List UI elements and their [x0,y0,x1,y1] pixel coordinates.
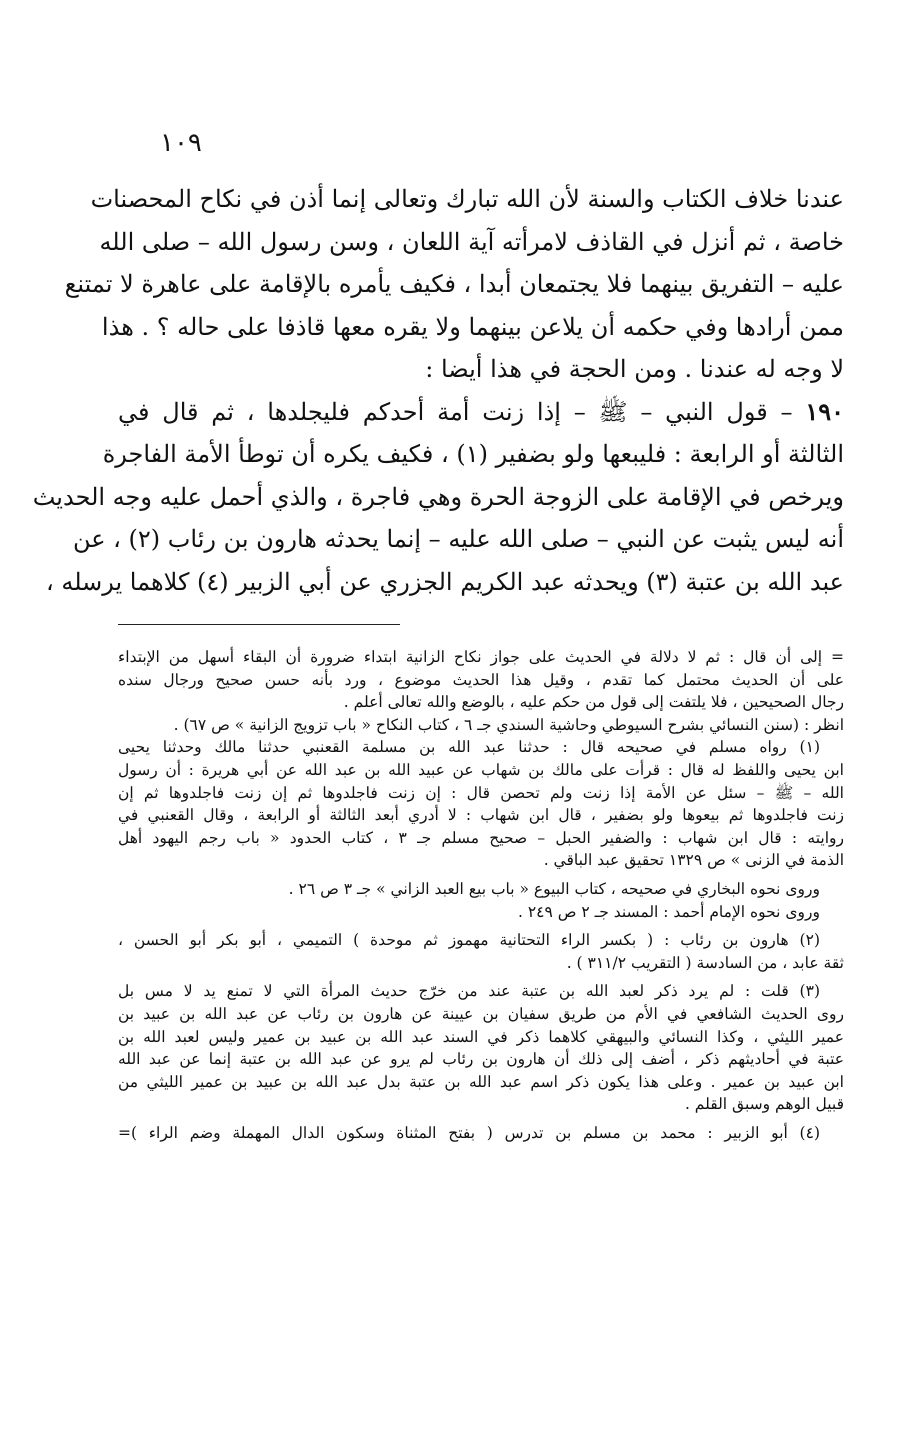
footnote-1-line: ابن يحيى واللفظ له قال : قرأت على مالك بن شهاب عن عبيد الله بن عبد الله عن أبي هريرة : أن رسول [118,760,844,779]
footnote-divider [118,624,400,625]
main-text-line: عليه – التفريق بينهما فلا يجتمعان أبدا ، فكيف يأمره بالإقامة على عاهرة لا تمتنع [64,270,844,298]
footnote-3-line: قبيل الوهم وسبق القلم . [684,1095,844,1114]
footnote-1-extra-line: وروى نحوه البخاري في صحيحه ، كتاب البيوع « باب بيع العبد الزاني » جـ ٣ ص ٢٦ . [288,879,820,898]
footnote-3-line: روى الحديث الشافعي في الأم من طريق سفيان بن عيينة عن هارون بن رئاب عن عبد الله بن عبيد بن [118,1004,844,1023]
main-text-line: ممن أرادها وفي حكمه أن يلاعن بينهما ولا يقره معها قاذفا على حاله ؟ . هذا [101,312,844,341]
footnote-line: رجال الصحيحين ، فلا يلتفت إلى قول من حكم عليه ، بالوضع والله تعالى أعلم . [343,693,844,712]
hadith-number: ١٩٠ [805,396,844,426]
footnote-1-extra-line: وروى نحوه الإمام أحمد : المسند جـ ٢ ص ٢٤٩ . [517,902,820,921]
hadith-line-text: – قول النبي – ﷺ – إذا زنت أمة أحدكم فليجلدها ، ثم قال في [118,397,793,426]
footnote-2-line: (٢) هارون بن رئاب : ( بكسر الراء التحتانية مهموز ثم موحدة ) التميمي ، أبو بكر أبو الحسن ، [118,931,820,950]
footnote-1-line: الله – ﷺ – سئل عن الأمة إذا زنت ولم تحصن قال : إن زنت فاجلدوها ثم إن زنت فاجلدوها ثم إن [118,783,844,802]
main-text [32,178,844,603]
footnote-3-line: عمير الليثي ، وكذا النسائي والبيهقي كلاهما ذكر في السند عبد الله بن عبيد بن عمير وليس لعبد الله بن [118,1027,844,1046]
hadith-line: ويرخص في الإقامة على الزوجة الحرة وهي فاجرة ، والذي أحمل عليه وجه الحديث [32,482,844,511]
footnote-1-line: (١) رواه مسلم في صحيحه قال : حدثنا عبد الله بن مسلمة القعنبي حدثنا مالك وحدثنا يحيى [118,738,820,757]
footnote-1-line: روايته : قال ابن شهاب : والضفير الحبل – صحيح مسلم جـ ٣ ، كتاب الحدود « باب رجم اليهود أهل [118,828,844,847]
hadith-line: الثالثة أو الرابعة : فليبعها ولو بضفير (١) ، فكيف يكره أن توطأ الأمة الفاجرة [102,440,844,468]
hadith-first-line [118,391,844,434]
footnote-line: انظر : (سنن النسائي بشرح السيوطي وحاشية السندي جـ ٦ ، كتاب النكاح « باب تزويج الزانية » ص ٦٧) . [173,715,844,734]
footnotes [118,646,844,1144]
main-text-line: عندنا خلاف الكتاب والسنة لأن الله تبارك وتعالى إنما أذن في نكاح المحصنات [90,185,844,213]
footnote-1-line: الذمة في الزنى » ص ١٣٢٩ تحقيق عبد الباقي . [543,851,844,870]
footnote-1-line: زنت فاجلدوها ثم بيعوها ولو بضفير ، قال ابن شهاب : لا أدري أبعد الثالثة أو الرابعة ، وقال القعنبي في [118,806,844,825]
footnote-3-line: ابن عبيد بن عمير . وعلى هذا يكون ذكر اسم عبد الله بن عتبة بدل عبد الله بن عبيد بن عمير الليثي من [118,1072,844,1091]
page-number: ١٠٩ [160,128,202,158]
footnote-2-line: ثقة عابد ، من السادسة ( التقريب ٣١١/٢ ) . [566,953,844,972]
hadith-line: أنه ليس يثبت عن النبي – صلى الله عليه – إنما يحدثه هارون بن رئاب (٢) ، عن [72,525,844,553]
main-text-line: لا وجه له عندنا . ومن الحجة في هذا أيضا : [425,355,844,383]
main-text-line: خاصة ، ثم أنزل في القاذف لامرأته آية اللعان ، وسن رسول الله – صلى الله [99,227,844,256]
footnote-3-line: عتبة في أحاديثهم ذكر ، أضف إلى ذلك أن هارون بن رئاب لم يرو عن عبد الله بن عتبة إنما عن عبد الله [118,1050,844,1069]
hadith-line: عبد الله بن عتبة (٣) ويحدثه عبد الكريم الجزري عن أبي الزبير (٤) كلاهما يرسله ، [45,567,844,596]
footnote-line: = إلى أن قال : ثم لا دلالة في الحديث على جواز نكاح الزانية ابتداء ضرورة أن البقاء أسهل من الإبتداء [118,648,844,666]
footnote-line: على أن الحديث محتمل كما تقدم ، وقيل هذا الحديث موضوع ، ورد بأنه حسن صحيح ورجال سنده [118,670,844,689]
footnote-4-line: (٤) أبو الزبير : محمد بن مسلم بن تدرس ( بفتح المثناة وسكون الدال المهملة وضم الراء )= [118,1123,820,1142]
footnote-3-line: (٣) قلت : لم يرد ذكر لعبد الله بن عتبة عند من خرّج حديث المرأة التي لا تمنع يد لا مس بل [118,982,820,1001]
